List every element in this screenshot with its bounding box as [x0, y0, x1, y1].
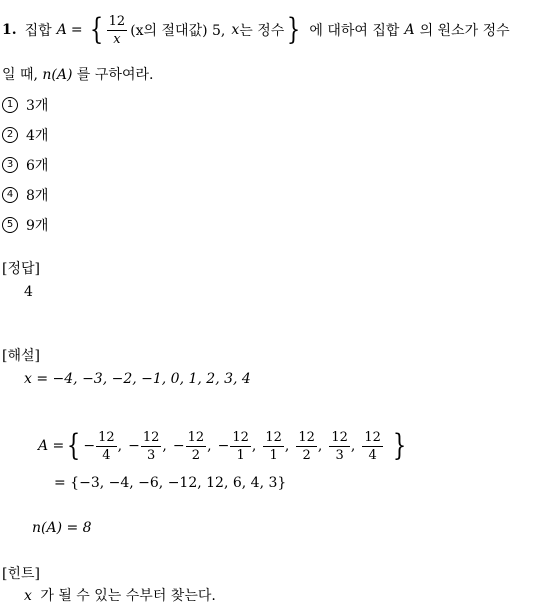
right-brace: }: [392, 428, 407, 463]
problem-line-1: [2, 10, 510, 50]
fraction-numerator: 12: [108, 13, 126, 29]
element-separator: ,: [350, 438, 356, 454]
element-sign: −: [217, 438, 230, 454]
fraction-denominator: 3: [335, 447, 344, 463]
element-fraction: [296, 431, 317, 462]
choice-4[interactable]: [2, 185, 48, 205]
element-separator: ,: [207, 438, 212, 454]
fraction-list: [83, 431, 389, 462]
set-element: [218, 431, 257, 462]
solution-set-line: [38, 425, 409, 467]
choice-2[interactable]: [2, 125, 48, 145]
element-fraction: [230, 431, 251, 462]
fraction-numerator: 12: [298, 429, 315, 445]
condition-variable: x: [231, 22, 240, 38]
hint-label: [힌트]: [2, 566, 40, 582]
problem-text: 에 대하여 집합: [309, 23, 400, 39]
hint-variable: x: [24, 588, 32, 604]
hint-text: 가 될 수 있는 수부터 찾는다.: [40, 588, 216, 604]
fraction-denominator: 2: [191, 447, 200, 463]
set-name: A: [404, 22, 415, 38]
problem-number: 1.: [2, 22, 17, 38]
element-sign: −: [128, 438, 140, 454]
solution-line-4: n(A) = 8: [32, 520, 92, 536]
fraction-denominator: 1: [269, 447, 278, 463]
problem-text: 집합: [24, 23, 52, 39]
element-separator: ,: [162, 438, 167, 454]
answer-value: 4: [24, 284, 33, 300]
problem-text: 를 구하여라.: [76, 67, 154, 83]
set-element: [262, 431, 289, 462]
choice-5[interactable]: [2, 215, 48, 235]
choice-marker: 1: [2, 97, 18, 113]
element-separator: ,: [251, 438, 257, 454]
set-element: [83, 431, 122, 462]
element-separator: ,: [317, 438, 323, 454]
element-fraction: [263, 431, 284, 462]
element-separator: ,: [117, 438, 123, 454]
set-element: [295, 431, 322, 462]
choice-1[interactable]: [2, 95, 48, 115]
solution-label: [해설]: [2, 348, 40, 364]
problem-line-2: [2, 64, 153, 84]
set-element: [173, 431, 212, 462]
fraction-denominator: 4: [368, 447, 377, 463]
fraction-denominator: 4: [102, 447, 111, 463]
left-brace: {: [89, 12, 103, 47]
set-lhs: A =: [38, 438, 65, 454]
answer-label: [정답]: [2, 261, 40, 277]
choice-text: 8개: [26, 188, 49, 204]
count-expression: n(A): [42, 67, 73, 83]
element-fraction: [141, 431, 162, 462]
fraction-numerator: 12: [187, 429, 205, 445]
choice-text: 9개: [26, 218, 49, 234]
problem-text: 의 원소가 정수: [419, 23, 510, 39]
fraction-denominator: 2: [302, 447, 311, 463]
solution-line-1: x = −4, −3, −2, −1, 0, 1, 2, 3, 4: [24, 371, 251, 387]
element-fraction: [96, 431, 117, 462]
problem-text: 일 때,: [2, 67, 38, 83]
element-fraction: [362, 431, 383, 462]
left-brace: {: [67, 428, 81, 463]
condition-paren: (x의 절대값) 5,: [130, 23, 226, 39]
choice-text: 3개: [26, 98, 49, 114]
fraction-numerator: 12: [142, 429, 160, 445]
element-sign: −: [83, 438, 96, 454]
choice-marker: 3: [2, 157, 18, 173]
choice-text: 6개: [26, 158, 49, 174]
choice-3[interactable]: [2, 155, 48, 175]
fraction-numerator: 12: [232, 429, 249, 445]
element-sign: −: [172, 438, 185, 454]
fraction-numerator: 12: [364, 429, 381, 445]
set-element: [128, 431, 167, 462]
set-element: [361, 431, 384, 462]
element-separator: ,: [284, 438, 290, 454]
choice-marker: 4: [2, 187, 18, 203]
fraction-numerator: 12: [331, 429, 348, 445]
fraction: [107, 15, 128, 46]
fraction-denominator: 3: [146, 447, 156, 463]
choice-marker: 5: [2, 217, 18, 233]
equals-sign: =: [70, 22, 83, 38]
choice-marker: 2: [2, 127, 18, 143]
element-fraction: [186, 431, 207, 462]
fraction-numerator: 12: [98, 429, 115, 445]
set-name: A: [56, 22, 67, 38]
fraction-denominator: x: [113, 31, 121, 47]
condition-text: 는 정수: [239, 23, 285, 39]
hint-text-line: [24, 585, 216, 605]
right-brace: }: [287, 12, 301, 47]
fraction-numerator: 12: [265, 429, 282, 445]
fraction-denominator: 1: [236, 447, 245, 463]
set-element: [328, 431, 355, 462]
solution-line-3: = {−3, −4, −6, −12, 12, 6, 4, 3}: [54, 475, 287, 491]
choice-text: 4개: [26, 128, 49, 144]
element-fraction: [329, 431, 350, 462]
